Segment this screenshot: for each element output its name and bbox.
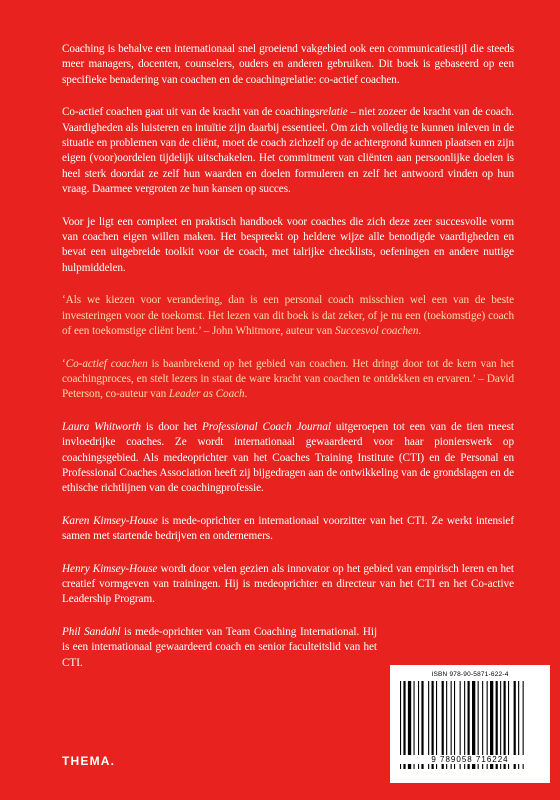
q1-text-a: ‘Als we kiezen voor verandering, dan is een personal coach misschien wel een van de beste investeringen voor de toekomst. Het lezen van dit boek is dat zeker, of je nu een (toekomstige) coach of een toekomstige cliënt bent.’ – John Whitmore, auteur van xyxy=(62,294,514,338)
author-name: Laura Whitworth xyxy=(62,420,141,433)
barcode-box xyxy=(390,665,550,783)
author-name: Phil Sandahl xyxy=(62,625,121,638)
q1-book-title: Succesvol coachen xyxy=(335,325,419,338)
author-bio-text: wordt door velen gezien als innovator op het gebied van empirisch leren en het creatief vormgeven van trainingen. Hij is medeoprichter en directeur van het CTI en het Co-active Leadership Program. xyxy=(62,562,514,606)
p2-text-a: Co-actief coachen gaat uit van de kracht van de coachings xyxy=(62,106,320,119)
q2-text-c: is baanbrekend op het gebied van coachen. Het dringt door tot de kern van het coachingproces, en stelt lezers in staat de ware kracht van coachen te ontdekken en ervaren.’ – David Peterson, co-auteur van xyxy=(62,357,514,401)
q2-book-title: Co-actief coachen xyxy=(65,357,148,370)
author-name: Henry Kimsey-House xyxy=(62,562,158,575)
q2-text-e: . xyxy=(244,388,248,401)
author-bio-whitworth xyxy=(62,420,514,497)
q2-text-a: ‘ xyxy=(62,357,66,370)
author-bio-text: is mede-oprichter van Team Coaching International. Hij is een internationaal gewaardeerd coach en senior faculteitslid van het CTI. xyxy=(62,625,377,669)
handbook-paragraph: Voor je ligt een compleet en praktisch handboek voor coaches die zich deze zeer succesvolle vorm van coachen eigen willen maken. Het bespreekt op heldere wijze alle benodigde vaardigheden en bevat een uitgebreide toolkit voor de coach, met talrijke checklists, oefeningen en andere nuttige hulpmiddelen. xyxy=(62,215,514,274)
p2-italic: relatie xyxy=(319,106,348,119)
q1-text-c: . xyxy=(418,325,422,338)
author-bio-karen xyxy=(62,514,514,545)
coactive-paragraph xyxy=(62,105,514,197)
author-bio-phil xyxy=(62,625,377,671)
peterson-quote xyxy=(62,357,514,403)
p2-text-c: – niet zozeer de kracht van de coach. Vaardigheden als luisteren en intuïtie zijn daarbij essentieel. Om zich volledig te kunnen inleven in de situatie en problemen van de cliënt, moet de coach zichzelf op de achtergrond kunnen plaatsen en zijn eigen (voor)oordelen tijdelijk uitschakelen. Het commitment van cliënten aan persoonlijke doelen is heel sterk doordat ze zelf hun waarden en doelen formuleren en zelf het antwoord vinden op hun vraag. Daarmee vergroten ze hun kansen op succes. xyxy=(62,106,514,196)
author-name: Karen Kimsey-House xyxy=(62,514,158,527)
q2-leader-title: Leader as Coach xyxy=(168,388,245,401)
author-bio-text: is mede-oprichter en internationaal voorzitter van het CTI. Ze werkt intensief samen met startende bedrijven en ondernemers. xyxy=(62,514,514,543)
isbn-label: ISBN 978-90-5871-622-4 xyxy=(431,671,509,678)
author-bio-text: uitgeroepen tot een van de tien meest invloedrijke coaches. Ze wordt internationaal gewaardeerd voor haar pionierswerk op coachingsgebied. Als medeoprichter van het Coaches Training Institute (CTI) en de Personal en Professional Coaches Association heeft zij bijgedragen aan de ontwikkeling van de grondslagen en de ethische richtlijnen van de coachingprofessie. xyxy=(62,420,514,495)
author-bio-henry xyxy=(62,562,514,608)
barcode-digits: 9 789058 716224 xyxy=(398,755,542,764)
journal-title: Professional Coach Journal xyxy=(202,420,331,433)
whitmore-quote xyxy=(62,293,514,339)
publisher-logo: THEMA. xyxy=(62,754,116,768)
back-cover-text xyxy=(62,42,514,688)
author-bio-text: is door het xyxy=(140,420,203,433)
intro-paragraph: Coaching is behalve een internationaal snel groeiend vakgebied ook een communicatiestijl die steeds meer managers, docenten, counselers, ouders en anderen gebruiken. Dit boek is gebaseerd op een specifieke benadering van coachen en de coachingrelatie: co-actief coachen. xyxy=(62,43,514,86)
